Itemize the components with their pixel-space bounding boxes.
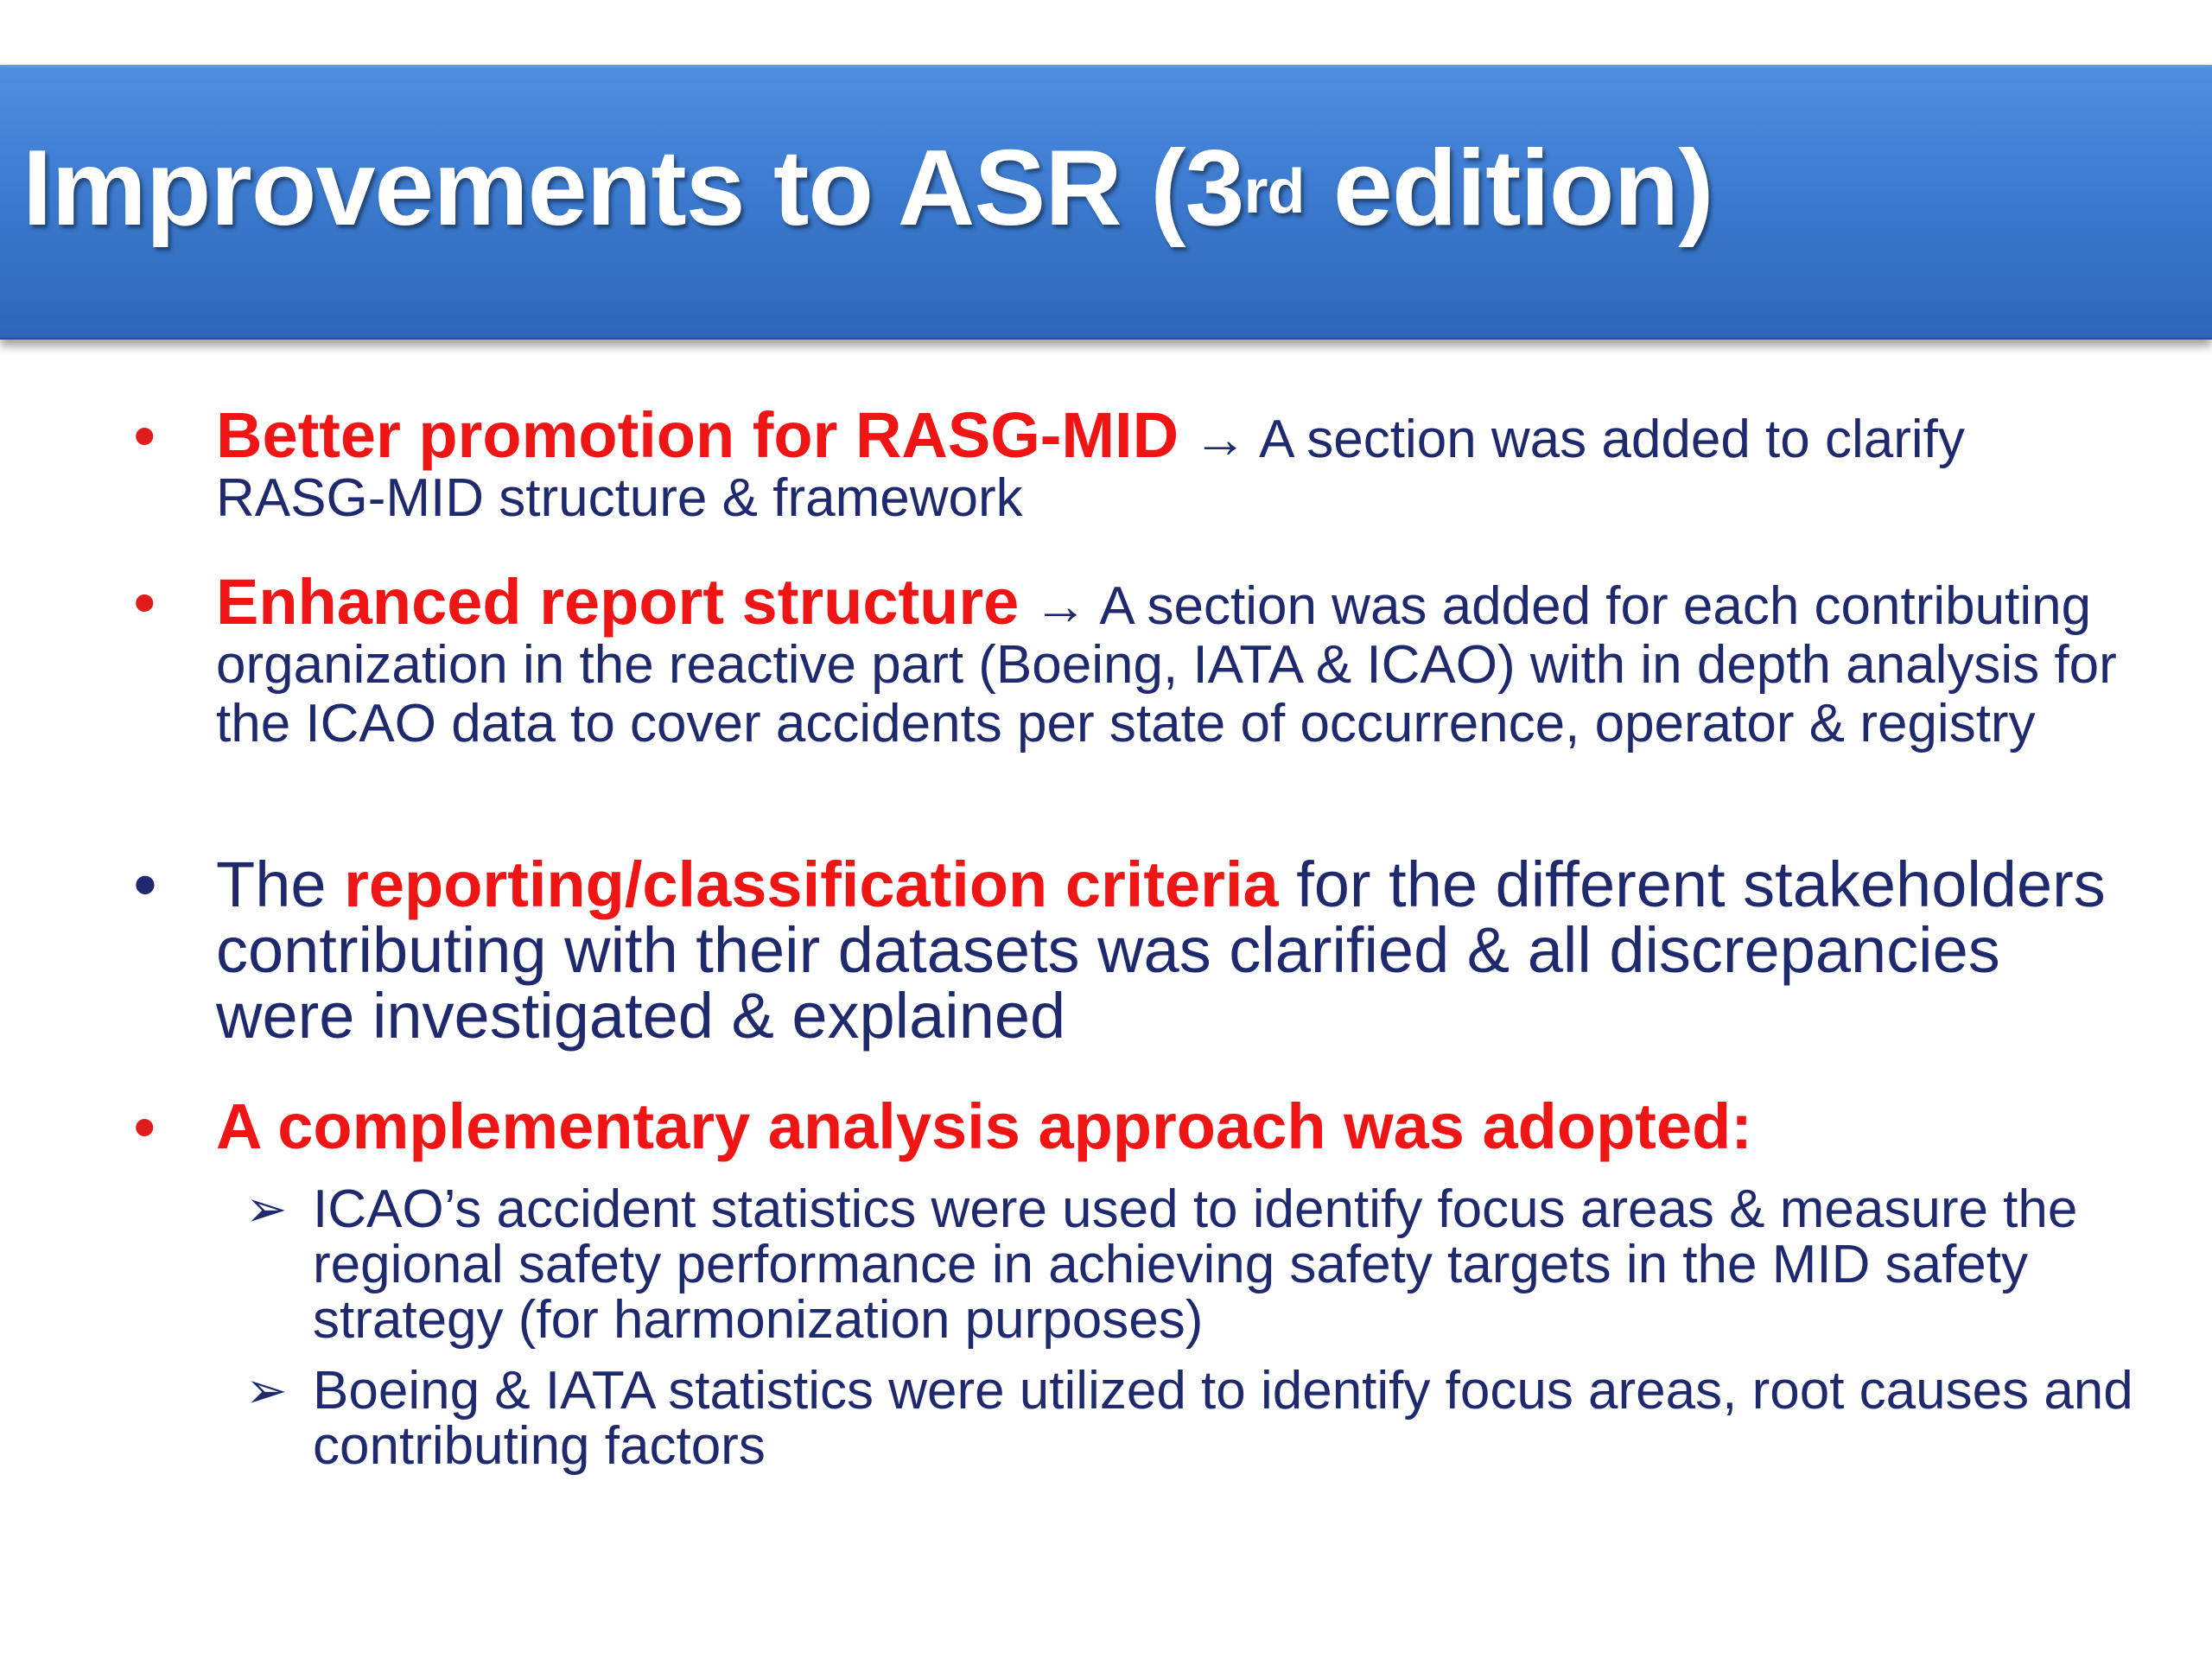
sub-item-boeing-iata-statistics xyxy=(245,1361,2145,1476)
bullet-item-promotion xyxy=(134,399,2143,528)
title-tail: edition) xyxy=(1304,129,1713,248)
title-main: Improvements to ASR (3 xyxy=(22,129,1244,248)
arrow-icon: → xyxy=(1179,410,1260,469)
sub-item-text: ICAO’s accident statistics were used to identify focus areas & measure the regional safety performance in achieving safety targets in the MID safety strategy (for harmonization purposes) xyxy=(313,1179,2078,1350)
bullet-body: A section was added for each contributing organization in the reactive part (Boeing, IATA & ICAO) with in depth analysis for the ICAO data to cover accidents per state of occurrence, operator & registry xyxy=(216,576,2117,753)
bullet-body: for the different stakeholders contributing with their datasets was clarified & all discrepancies were investigated & explained xyxy=(216,849,2106,1052)
bullet-item-complementary-analysis xyxy=(134,1090,2143,1162)
bullet-prefix: The xyxy=(216,849,345,920)
bullet-heading: Enhanced report structure xyxy=(216,566,1020,638)
bullet-heading: A complementary analysis approach was adopted: xyxy=(216,1090,1752,1162)
bullet-heading: Better promotion for RASG-MID xyxy=(216,399,1179,471)
arrow-bullet-icon: ➢ xyxy=(245,1181,288,1237)
bullet-heading: reporting/classification criteria xyxy=(344,849,1279,920)
arrow-bullet-icon: ➢ xyxy=(245,1363,288,1419)
bullet-marker: • xyxy=(134,402,156,469)
title-superscript: rd xyxy=(1243,157,1305,226)
bullet-body: A section was added to clarify RASG-MID structure & framework xyxy=(216,410,1965,528)
bullet-marker: • xyxy=(134,1093,156,1160)
bullet-marker: • xyxy=(134,569,156,636)
bullet-item-report-structure xyxy=(134,566,2143,753)
arrow-icon: → xyxy=(1019,576,1100,636)
bullet-item-criteria xyxy=(134,849,2143,1052)
sub-item-text: Boeing & IATA statistics were utilized to identify focus areas, root causes and contributing factors xyxy=(313,1361,2133,1476)
sub-item-icao-statistics xyxy=(245,1179,2145,1350)
bullet-marker: • xyxy=(134,849,156,920)
